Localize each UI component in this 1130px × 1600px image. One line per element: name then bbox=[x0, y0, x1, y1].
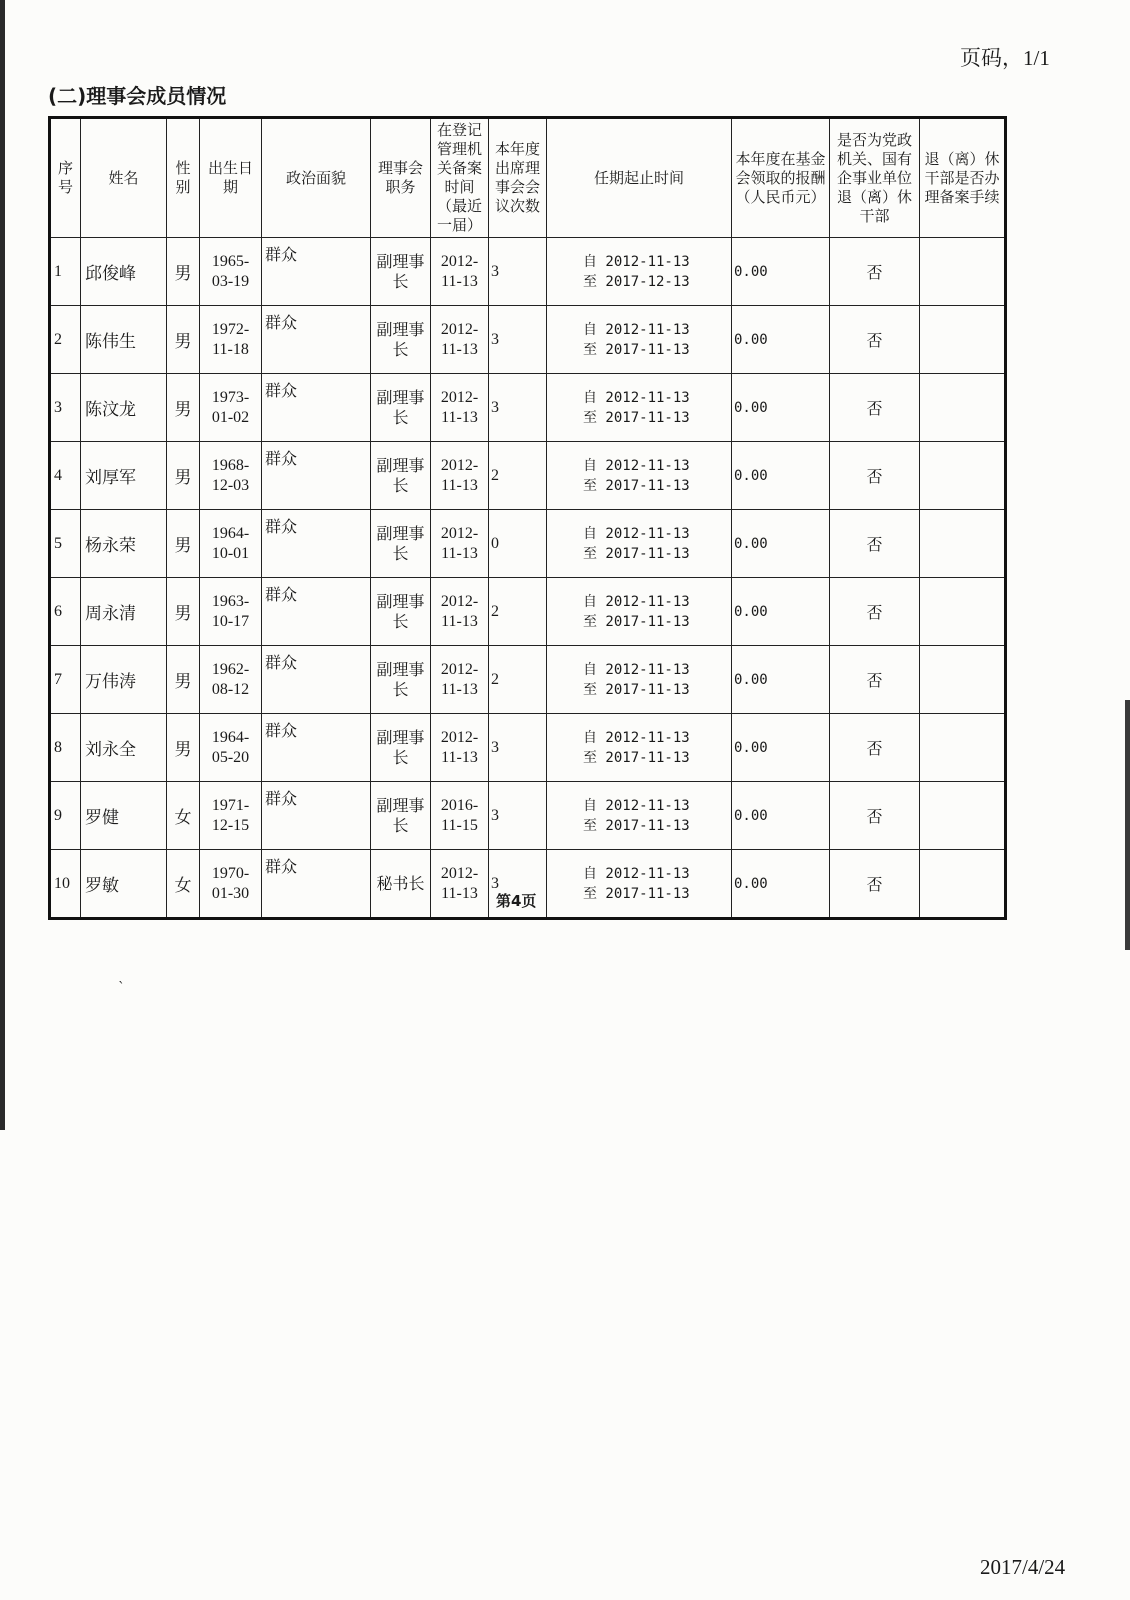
section-title: (二)理事会成员情况 bbox=[48, 84, 227, 108]
cell-term bbox=[547, 578, 732, 646]
cell-filing bbox=[920, 850, 1006, 919]
record-day: 11-13 bbox=[441, 476, 478, 494]
position-line1: 副理事 bbox=[376, 455, 425, 475]
cell-pay: 0.00 bbox=[732, 442, 830, 510]
cell-filing bbox=[920, 306, 1006, 374]
header-political: 政治面貌 bbox=[262, 118, 371, 238]
cell-pay: 0.00 bbox=[732, 374, 830, 442]
cell-pay: 0.00 bbox=[732, 510, 830, 578]
header-retired: 是否为党政机关、国有企事业单位退（离）休干部 bbox=[830, 118, 920, 238]
cell-no: 6 bbox=[50, 578, 81, 646]
cell-attendance: 2 bbox=[489, 442, 547, 510]
cell-dob bbox=[200, 306, 262, 374]
cell-no: 4 bbox=[50, 442, 81, 510]
cell-position bbox=[371, 306, 431, 374]
dob-day: 05-20 bbox=[211, 748, 250, 766]
cell-filing bbox=[920, 238, 1006, 306]
cell-filing bbox=[920, 646, 1006, 714]
cell-attendance: 3 bbox=[489, 238, 547, 306]
cell-retired: 否 bbox=[830, 510, 920, 578]
cell-sex: 女 bbox=[167, 850, 200, 919]
page-code: 页码，1/1 bbox=[960, 46, 1050, 70]
record-day: 11-13 bbox=[441, 612, 478, 630]
term-end: 至 2017-11-13 bbox=[583, 681, 690, 698]
cell-no: 7 bbox=[50, 646, 81, 714]
cell-dob bbox=[200, 578, 262, 646]
cell-dob bbox=[200, 442, 262, 510]
cell-record-time bbox=[431, 306, 489, 374]
position-line1: 秘书长 bbox=[376, 873, 425, 893]
term-start: 自 2012-11-13 bbox=[583, 525, 690, 542]
table-row bbox=[50, 306, 1006, 374]
cell-no: 9 bbox=[50, 782, 81, 850]
cell-attendance: 3 bbox=[489, 782, 547, 850]
cell-dob bbox=[200, 714, 262, 782]
record-year: 2012- bbox=[440, 592, 479, 610]
cell-retired: 否 bbox=[830, 714, 920, 782]
header-no: 序号 bbox=[50, 118, 81, 238]
cell-term bbox=[547, 646, 732, 714]
header-position: 理事会职务 bbox=[371, 118, 431, 238]
position-line2: 长 bbox=[392, 271, 409, 291]
cell-no: 3 bbox=[50, 374, 81, 442]
term-start: 自 2012-11-13 bbox=[583, 389, 690, 406]
cell-pay: 0.00 bbox=[732, 714, 830, 782]
header-dob: 出生日期 bbox=[200, 118, 262, 238]
cell-name: 周永清 bbox=[81, 578, 167, 646]
term-start: 自 2012-11-13 bbox=[583, 593, 690, 610]
header-attendance: 本年度出席理事会会议次数 bbox=[489, 118, 547, 238]
term-end: 至 2017-12-13 bbox=[583, 273, 690, 290]
dob-year: 1968- bbox=[211, 456, 250, 474]
position-line2: 长 bbox=[392, 407, 409, 427]
record-day: 11-13 bbox=[441, 272, 478, 290]
cell-political: 群众 bbox=[262, 442, 371, 510]
cell-pay: 0.00 bbox=[732, 850, 830, 919]
term-start: 自 2012-11-13 bbox=[583, 729, 690, 746]
record-day: 11-13 bbox=[441, 884, 478, 902]
dob-year: 1964- bbox=[211, 728, 250, 746]
cell-dob bbox=[200, 782, 262, 850]
dob-day: 10-17 bbox=[211, 612, 250, 630]
term-end: 至 2017-11-13 bbox=[583, 409, 690, 426]
table-header-row bbox=[50, 118, 1006, 238]
cell-pay: 0.00 bbox=[732, 782, 830, 850]
dob-year: 1972- bbox=[211, 320, 250, 338]
table-row bbox=[50, 374, 1006, 442]
cell-term bbox=[547, 850, 732, 919]
cell-attendance: 3 bbox=[489, 306, 547, 374]
header-sex: 性别 bbox=[167, 118, 200, 238]
term-start: 自 2012-11-13 bbox=[583, 797, 690, 814]
cell-name: 万伟涛 bbox=[81, 646, 167, 714]
cell-name: 邱俊峰 bbox=[81, 238, 167, 306]
dob-day: 03-19 bbox=[211, 272, 250, 290]
record-year: 2016- bbox=[440, 796, 479, 814]
cell-filing bbox=[920, 714, 1006, 782]
cell-pay: 0.00 bbox=[732, 238, 830, 306]
dob-year: 1970- bbox=[211, 864, 250, 882]
cell-pay: 0.00 bbox=[732, 578, 830, 646]
cell-political: 群众 bbox=[262, 578, 371, 646]
cell-term bbox=[547, 238, 732, 306]
position-line1: 副理事 bbox=[376, 523, 425, 543]
cell-position bbox=[371, 714, 431, 782]
cell-filing bbox=[920, 374, 1006, 442]
cell-record-time bbox=[431, 646, 489, 714]
dob-year: 1965- bbox=[211, 252, 250, 270]
cell-record-time bbox=[431, 442, 489, 510]
cell-filing bbox=[920, 442, 1006, 510]
cell-dob bbox=[200, 850, 262, 919]
cell-position bbox=[371, 578, 431, 646]
term-end: 至 2017-11-13 bbox=[583, 817, 690, 834]
term-start: 自 2012-11-13 bbox=[583, 661, 690, 678]
position-line2: 长 bbox=[392, 339, 409, 359]
cell-retired: 否 bbox=[830, 578, 920, 646]
record-year: 2012- bbox=[440, 252, 479, 270]
cell-name: 杨永荣 bbox=[81, 510, 167, 578]
table-row bbox=[50, 714, 1006, 782]
dob-day: 08-12 bbox=[211, 680, 250, 698]
cell-political: 群众 bbox=[262, 306, 371, 374]
cell-retired: 否 bbox=[830, 442, 920, 510]
cell-political: 群众 bbox=[262, 374, 371, 442]
cell-position bbox=[371, 374, 431, 442]
cell-position bbox=[371, 850, 431, 919]
table-row bbox=[50, 238, 1006, 306]
record-day: 11-13 bbox=[441, 680, 478, 698]
record-day: 11-13 bbox=[441, 748, 478, 766]
term-start: 自 2012-11-13 bbox=[583, 253, 690, 270]
table-row bbox=[50, 782, 1006, 850]
position-line2: 长 bbox=[392, 543, 409, 563]
cell-retired: 否 bbox=[830, 850, 920, 919]
header-name: 姓名 bbox=[81, 118, 167, 238]
cell-term bbox=[547, 306, 732, 374]
position-line1: 副理事 bbox=[376, 591, 425, 611]
cell-sex: 男 bbox=[167, 646, 200, 714]
record-year: 2012- bbox=[440, 728, 479, 746]
cell-retired: 否 bbox=[830, 306, 920, 374]
position-line2: 长 bbox=[392, 679, 409, 699]
header-filing: 退（离）休干部是否办理备案手续 bbox=[920, 118, 1006, 238]
cell-name: 刘永全 bbox=[81, 714, 167, 782]
position-line1: 副理事 bbox=[376, 319, 425, 339]
position-line1: 副理事 bbox=[376, 659, 425, 679]
cell-sex: 男 bbox=[167, 238, 200, 306]
cell-no: 5 bbox=[50, 510, 81, 578]
cell-sex: 男 bbox=[167, 510, 200, 578]
cell-filing bbox=[920, 578, 1006, 646]
header-record-time: 在登记管理机关备案时间（最近一届） bbox=[431, 118, 489, 238]
cell-political: 群众 bbox=[262, 782, 371, 850]
table-row bbox=[50, 510, 1006, 578]
term-start: 自 2012-11-13 bbox=[583, 321, 690, 338]
record-day: 11-13 bbox=[441, 544, 478, 562]
table-row bbox=[50, 442, 1006, 510]
cell-retired: 否 bbox=[830, 374, 920, 442]
cell-record-time bbox=[431, 510, 489, 578]
term-end: 至 2017-11-13 bbox=[583, 545, 690, 562]
cell-no: 1 bbox=[50, 238, 81, 306]
cell-political: 群众 bbox=[262, 850, 371, 919]
cell-term bbox=[547, 714, 732, 782]
cell-term bbox=[547, 374, 732, 442]
position-line2: 长 bbox=[392, 747, 409, 767]
cell-term bbox=[547, 782, 732, 850]
position-line2: 长 bbox=[392, 611, 409, 631]
cell-pay: 0.00 bbox=[732, 646, 830, 714]
term-start: 自 2012-11-13 bbox=[583, 865, 690, 882]
cell-term bbox=[547, 510, 732, 578]
cell-sex: 男 bbox=[167, 442, 200, 510]
cell-name: 陈伟生 bbox=[81, 306, 167, 374]
cell-dob bbox=[200, 374, 262, 442]
cell-no: 2 bbox=[50, 306, 81, 374]
cell-dob bbox=[200, 646, 262, 714]
dob-day: 11-18 bbox=[212, 340, 249, 358]
record-day: 11-13 bbox=[441, 340, 478, 358]
scan-edge-left bbox=[0, 0, 5, 1130]
cell-record-time bbox=[431, 374, 489, 442]
scan-edge-right bbox=[1125, 700, 1130, 950]
cell-no: 8 bbox=[50, 714, 81, 782]
cell-record-time bbox=[431, 782, 489, 850]
dob-year: 1973- bbox=[211, 388, 250, 406]
cell-position bbox=[371, 510, 431, 578]
record-year: 2012- bbox=[440, 456, 479, 474]
position-line1: 副理事 bbox=[376, 387, 425, 407]
cell-record-time bbox=[431, 238, 489, 306]
cell-sex: 男 bbox=[167, 374, 200, 442]
term-end: 至 2017-11-13 bbox=[583, 477, 690, 494]
record-year: 2012- bbox=[440, 388, 479, 406]
term-end: 至 2017-11-13 bbox=[583, 613, 690, 630]
dob-year: 1962- bbox=[211, 660, 250, 678]
cell-position bbox=[371, 238, 431, 306]
cell-position bbox=[371, 646, 431, 714]
board-members-table bbox=[48, 116, 1007, 920]
cell-retired: 否 bbox=[830, 238, 920, 306]
cell-political: 群众 bbox=[262, 646, 371, 714]
position-line1: 副理事 bbox=[376, 251, 425, 271]
cell-attendance: 3 bbox=[489, 374, 547, 442]
record-year: 2012- bbox=[440, 320, 479, 338]
dob-year: 1963- bbox=[211, 592, 250, 610]
cell-dob bbox=[200, 510, 262, 578]
cell-retired: 否 bbox=[830, 646, 920, 714]
cell-name: 刘厚军 bbox=[81, 442, 167, 510]
record-year: 2012- bbox=[440, 864, 479, 882]
dob-year: 1964- bbox=[211, 524, 250, 542]
cell-attendance: 2 bbox=[489, 578, 547, 646]
dob-day: 12-15 bbox=[211, 816, 250, 834]
record-year: 2012- bbox=[440, 660, 479, 678]
cell-sex: 男 bbox=[167, 714, 200, 782]
position-line2: 长 bbox=[392, 815, 409, 835]
cell-attendance: 3 bbox=[489, 850, 547, 919]
position-line2: 长 bbox=[392, 475, 409, 495]
date-stamp: 2017/4/24 bbox=[980, 1555, 1066, 1579]
dob-day: 01-02 bbox=[211, 408, 250, 426]
header-term: 任期起止时间 bbox=[547, 118, 732, 238]
cell-no: 10 bbox=[50, 850, 81, 919]
cell-position bbox=[371, 442, 431, 510]
cell-filing bbox=[920, 510, 1006, 578]
cell-filing bbox=[920, 782, 1006, 850]
dob-day: 10-01 bbox=[211, 544, 250, 562]
cell-attendance: 3 bbox=[489, 714, 547, 782]
term-end: 至 2017-11-13 bbox=[583, 885, 690, 902]
record-year: 2012- bbox=[440, 524, 479, 542]
cell-name: 罗健 bbox=[81, 782, 167, 850]
position-line1: 副理事 bbox=[376, 727, 425, 747]
cell-record-time bbox=[431, 850, 489, 919]
cell-sex: 女 bbox=[167, 782, 200, 850]
cell-pay: 0.00 bbox=[732, 306, 830, 374]
record-day: 11-13 bbox=[441, 408, 478, 426]
cell-political: 群众 bbox=[262, 510, 371, 578]
cell-term bbox=[547, 442, 732, 510]
footer-page-number: 第4页 bbox=[496, 892, 537, 910]
cell-attendance: 2 bbox=[489, 646, 547, 714]
table-row bbox=[50, 578, 1006, 646]
cell-name: 陈汶龙 bbox=[81, 374, 167, 442]
cell-name: 罗敏 bbox=[81, 850, 167, 919]
cell-record-time bbox=[431, 578, 489, 646]
cell-political: 群众 bbox=[262, 238, 371, 306]
cell-attendance: 0 bbox=[489, 510, 547, 578]
cell-record-time bbox=[431, 714, 489, 782]
cell-sex: 男 bbox=[167, 578, 200, 646]
dob-day: 01-30 bbox=[211, 884, 250, 902]
term-start: 自 2012-11-13 bbox=[583, 457, 690, 474]
cell-position bbox=[371, 782, 431, 850]
table-row bbox=[50, 646, 1006, 714]
dob-day: 12-03 bbox=[211, 476, 250, 494]
scan-speck: ` bbox=[118, 980, 125, 996]
cell-political: 群众 bbox=[262, 714, 371, 782]
position-line1: 副理事 bbox=[376, 795, 425, 815]
header-pay: 本年度在基金会领取的报酬（人民币元） bbox=[732, 118, 830, 238]
cell-retired: 否 bbox=[830, 782, 920, 850]
cell-dob bbox=[200, 238, 262, 306]
term-end: 至 2017-11-13 bbox=[583, 749, 690, 766]
term-end: 至 2017-11-13 bbox=[583, 341, 690, 358]
cell-sex: 男 bbox=[167, 306, 200, 374]
record-day: 11-15 bbox=[441, 816, 478, 834]
dob-year: 1971- bbox=[211, 796, 250, 814]
